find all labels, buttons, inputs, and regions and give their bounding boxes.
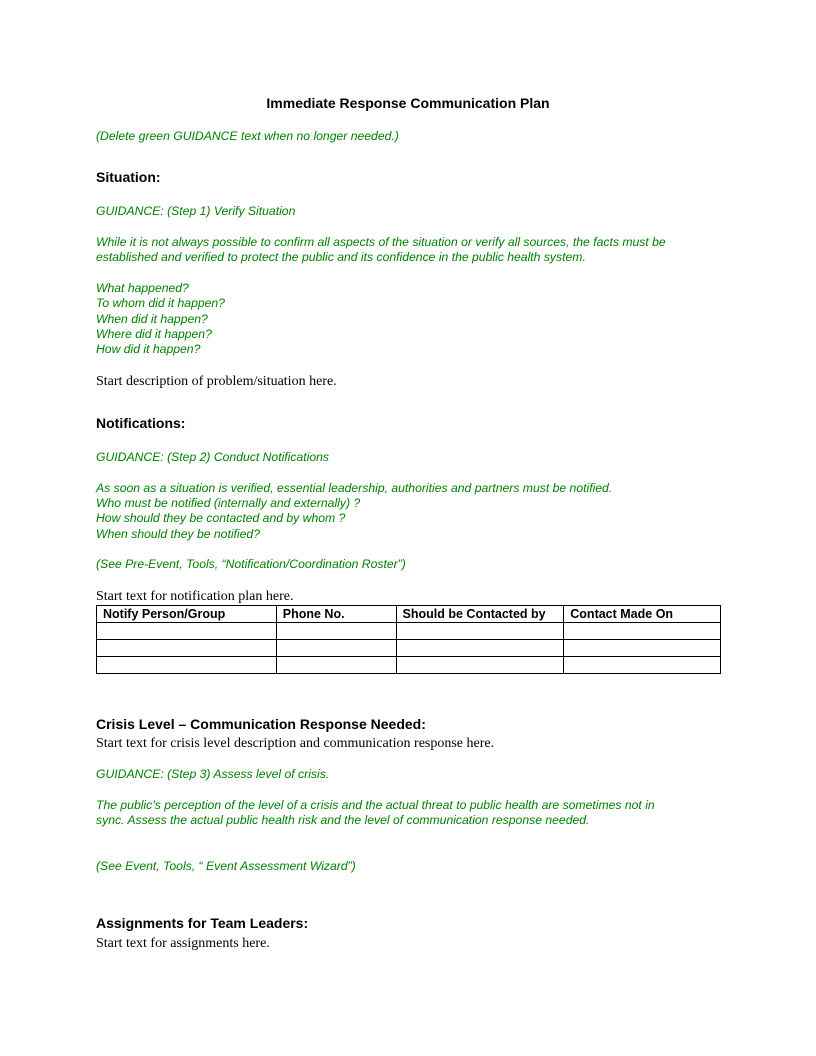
notifications-guidance-line: As soon as a situation is verified, essential leadership, authorities and partners must be notified. (96, 481, 613, 495)
notifications-guidance-line: Who must be notified (internally and externally) ? (96, 496, 361, 510)
notifications-guidance-line: How should they be contacted and by whom ? (96, 511, 346, 525)
crisis-guidance-line-1: The public’s perception of the level of a crisis and the actual threat to public health are sometimes not in (96, 798, 655, 812)
assignments-heading: Assignments for Team Leaders: (96, 915, 309, 931)
table-row (97, 640, 721, 657)
notifications-guidance-step: GUIDANCE: (Step 2) Conduct Notifications (96, 450, 330, 464)
situation-question: Where did it happen? (96, 327, 212, 341)
situation-guidance-line-2: established and verified to protect the public and its confidence in the public health system. (96, 250, 586, 264)
table-cell[interactable] (276, 623, 396, 640)
delete-guidance-note: (Delete green GUIDANCE text when no longer needed.) (96, 129, 399, 143)
crisis-guidance-step: GUIDANCE: (Step 3) Assess level of crisis. (96, 767, 330, 781)
table-row (97, 657, 721, 674)
notifications-guidance-line: When should they be notified? (96, 527, 260, 541)
crisis-guidance-line-2: sync. Assess the actual public health risk and the level of communication response needed. (96, 813, 590, 827)
situation-start-text[interactable]: Start description of problem/situation here. (96, 374, 337, 389)
table-cell[interactable] (396, 640, 564, 657)
notifications-heading: Notifications: (96, 415, 186, 431)
column-header-contacted-by: Should be Contacted by (396, 606, 564, 623)
notifications-start-text[interactable]: Start text for notification plan here. (96, 589, 294, 604)
table-cell[interactable] (564, 640, 721, 657)
column-header-phone: Phone No. (276, 606, 396, 623)
situation-heading: Situation: (96, 169, 161, 185)
table-cell[interactable] (97, 623, 277, 640)
table-cell[interactable] (564, 657, 721, 674)
table-cell[interactable] (97, 640, 277, 657)
situation-question: How did it happen? (96, 342, 201, 356)
table-cell[interactable] (396, 657, 564, 674)
situation-guidance-line-1: While it is not always possible to confirm all aspects of the situation or verify all sources, the facts must be (96, 235, 666, 249)
situation-question: When did it happen? (96, 312, 208, 326)
situation-guidance-step: GUIDANCE: (Step 1) Verify Situation (96, 204, 296, 218)
table-cell[interactable] (276, 657, 396, 674)
assignments-start-text[interactable]: Start text for assignments here. (96, 936, 270, 951)
crisis-see-note: (See Event, Tools, “ Event Assessment Wizard”) (96, 859, 356, 873)
crisis-level-heading: Crisis Level – Communication Response Needed: (96, 716, 426, 732)
table-cell[interactable] (97, 657, 277, 674)
table-header-row (97, 606, 721, 623)
column-header-contact-made-on: Contact Made On (564, 606, 721, 623)
notification-roster-table (96, 605, 721, 674)
column-header-notify-person: Notify Person/Group (97, 606, 277, 623)
situation-question: To whom did it happen? (96, 296, 225, 310)
table-cell[interactable] (276, 640, 396, 657)
situation-question: What happened? (96, 281, 189, 295)
notifications-see-note: (See Pre-Event, Tools, “Notification/Coordination Roster”) (96, 557, 406, 571)
table-row (97, 623, 721, 640)
table-cell[interactable] (564, 623, 721, 640)
crisis-start-text[interactable]: Start text for crisis level description and communication response here. (96, 736, 495, 751)
document-title: Immediate Response Communication Plan (266, 95, 550, 111)
table-cell[interactable] (396, 623, 564, 640)
